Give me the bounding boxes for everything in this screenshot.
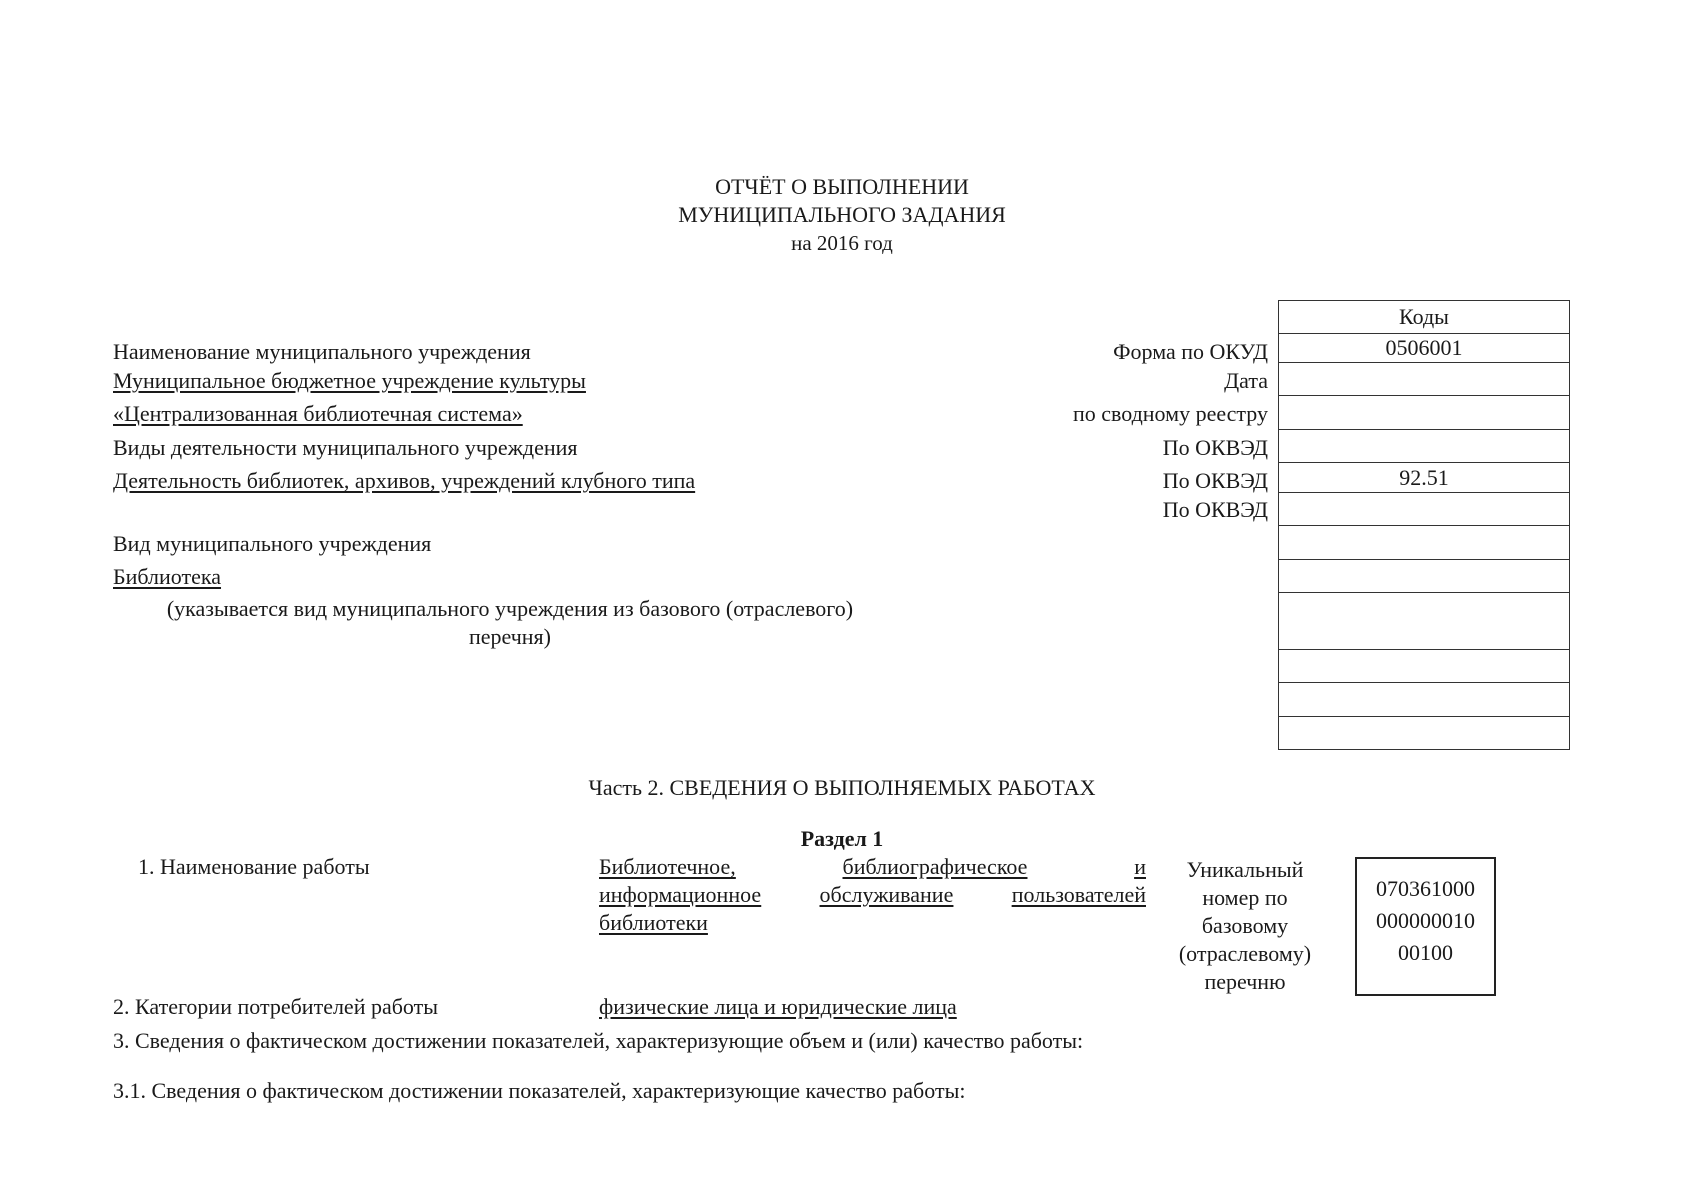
work-name-word: и [1134, 854, 1146, 879]
code-label-registry: по сводному реестру [1072, 401, 1268, 426]
code-empty-row [1279, 560, 1570, 593]
unique-label-line: базовому [1201, 913, 1289, 938]
unique-number-line: 070361000 [1376, 876, 1475, 901]
code-empty-row [1279, 717, 1570, 750]
unique-label-line: (отраслевому) [1178, 941, 1312, 966]
unique-label-line: Уникальный [1186, 857, 1304, 882]
part2-heading: Часть 2. СВЕДЕНИЯ О ВЫПОЛНЯЕМЫХ РАБОТАХ [588, 775, 1096, 800]
code-label-okved-2: По ОКВЭД [1162, 468, 1268, 493]
code-empty-row [1279, 593, 1570, 650]
unique-label-line: номер по [1202, 885, 1288, 910]
consumers-label: 2. Категории потребителей работы [113, 994, 439, 1019]
work-name-word: Библиотечное, [599, 854, 736, 879]
work-name-line-3: библиотеки [599, 910, 708, 935]
item-3: 3. Сведения о фактическом достижении показателей, характеризующие объем и (или) качество работы: [113, 1028, 1084, 1053]
code-value-date [1279, 363, 1570, 396]
code-label-okud: Форма по ОКУД [1113, 339, 1268, 364]
activities-label: Виды деятельности муниципального учреждения [113, 435, 578, 460]
institution-name-label: Наименование муниципального учреждения [113, 339, 531, 364]
work-name-word: обслуживание [819, 882, 954, 907]
code-empty-row [1279, 650, 1570, 683]
note-line-2: перечня) [468, 624, 552, 649]
code-empty-row [1279, 683, 1570, 717]
code-label-okved-3: По ОКВЭД [1162, 497, 1268, 522]
code-label-okved-1: По ОКВЭД [1162, 435, 1268, 460]
institution-name-line-1: Муниципальное бюджетное учреждение культуры [113, 368, 586, 393]
code-value-okved-1 [1279, 430, 1570, 463]
consumers-value: физические лица и юридические лица [599, 994, 957, 1019]
code-value-okved-2: 92.51 [1279, 463, 1570, 493]
institution-type-note [120, 595, 900, 651]
code-empty-row [1279, 526, 1570, 560]
code-value-okved-3 [1279, 493, 1570, 526]
section-heading: Раздел 1 [800, 826, 884, 851]
work-name-word: информационное [599, 882, 762, 907]
code-label-date: Дата [1224, 368, 1268, 393]
institution-name-line-2: «Централизованная библиотечная система» [113, 401, 523, 426]
unique-number-line: 000000010 [1376, 908, 1475, 933]
institution-type-value: Библиотека [113, 564, 222, 589]
unique-label-line: перечню [1204, 969, 1286, 994]
work-name-word: пользователей [1011, 882, 1146, 907]
activities-value: Деятельность библиотек, архивов, учреждений клубного типа [113, 468, 696, 493]
codes-header: Коды [1279, 301, 1570, 334]
item-3-1: 3.1. Сведения о фактическом достижении показателей, характеризующие качество работы: [113, 1078, 966, 1103]
title-line-1: ОТЧЁТ О ВЫПОЛНЕНИИ [715, 174, 969, 199]
work-name-line-1 [599, 856, 1146, 878]
title-year: на 2016 год [791, 231, 893, 255]
unique-number-box [1355, 857, 1496, 996]
codes-table [1278, 300, 1570, 750]
note-line-1: (указывается вид муниципального учреждения из базового (отраслевого) [166, 596, 854, 621]
work-name-line-2 [599, 884, 1146, 906]
unique-number-label [1160, 856, 1330, 996]
code-value-okud: 0506001 [1279, 334, 1570, 363]
work-name-label: 1. Наименование работы [138, 854, 370, 879]
institution-type-label: Вид муниципального учреждения [113, 531, 432, 556]
document-title [0, 173, 1684, 257]
work-name-word: библиографическое [842, 854, 1028, 879]
code-value-registry [1279, 396, 1570, 430]
unique-number-line: 00100 [1398, 940, 1453, 965]
title-line-2: МУНИЦИПАЛЬНОГО ЗАДАНИЯ [678, 202, 1006, 227]
